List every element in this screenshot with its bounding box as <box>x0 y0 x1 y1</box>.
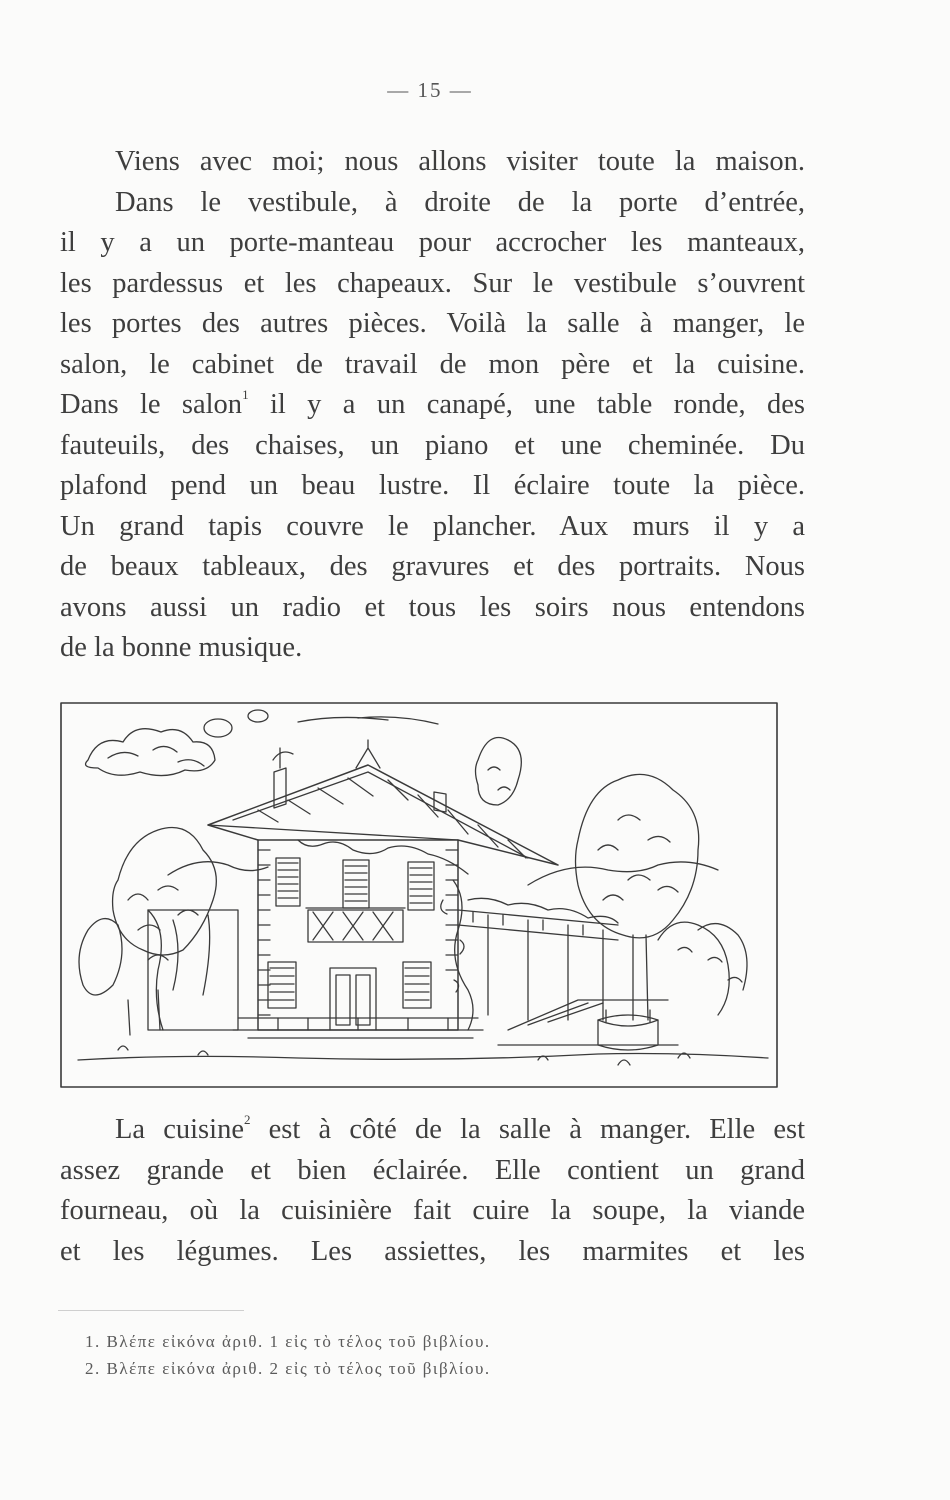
text-fragment: Dans le salon <box>60 389 243 420</box>
text-line: Viens avec moi; nous allons visiter toute la maison. <box>115 146 805 177</box>
house-illustration <box>58 700 780 1090</box>
text-line: avons aussi un radio et tous les soirs nous entendons <box>60 591 805 623</box>
page-number: — 15 — <box>387 78 473 102</box>
footnote-1: 1. Βλέπε εἰκόνα ἀριθ. 1 εἰς τὸ τέλος τοῦ βιβλίου. <box>85 1332 491 1351</box>
text-fragment: il y a un canapé, une table ronde, des <box>269 389 805 420</box>
text-fragment: La cuisine <box>115 1114 244 1145</box>
footnotes <box>85 1328 491 1382</box>
text-line: les pardessus et les chapeaux. Sur le vestibule s’ouvrent <box>60 267 805 299</box>
text-line: fauteuils, des chaises, un piano et une cheminée. Du <box>60 429 805 461</box>
text-line: Dans le vestibule, à droite de la porte d’entrée, <box>115 186 805 218</box>
footnote-ref: 1 <box>242 387 249 402</box>
text-line: les portes des autres pièces. Voilà la salle à manger, le <box>60 308 805 339</box>
footnote-divider <box>58 1310 244 1311</box>
text-line: de la bonne musique. <box>60 632 303 663</box>
text-fragment: est à côté de la salle à manger. Elle est <box>268 1114 805 1145</box>
text-line: assez grande et bien éclairée. Elle contient un grand <box>60 1154 805 1186</box>
text-line: salon, le cabinet de travail de mon père et la cuisine. <box>60 348 805 380</box>
footnote-2: 2. Βλέπε εἰκόνα ἀριθ. 2 εἰς τὸ τέλος τοῦ βιβλίου. <box>85 1359 491 1378</box>
text-line: fourneau, où la cuisinière fait cuire la soupe, la viande <box>60 1195 805 1226</box>
text-line: de beaux tableaux, des gravures et des portraits. Nous <box>60 551 805 582</box>
text-line: plafond pend un beau lustre. Il éclaire toute la pièce. <box>60 470 805 501</box>
paragraph-cuisine <box>60 1110 805 1272</box>
paragraph-vestibule <box>60 142 805 669</box>
text-line <box>60 1110 805 1151</box>
text-line: Un grand tapis couvre le plancher. Aux murs il y a <box>60 510 805 542</box>
text-line: il y a un porte-manteau pour accrocher les manteaux, <box>60 227 805 258</box>
text-line: et les légumes. Les assiettes, les marmites et les <box>60 1235 805 1267</box>
footnote-ref: 2 <box>243 1112 251 1127</box>
text-line <box>60 385 805 426</box>
